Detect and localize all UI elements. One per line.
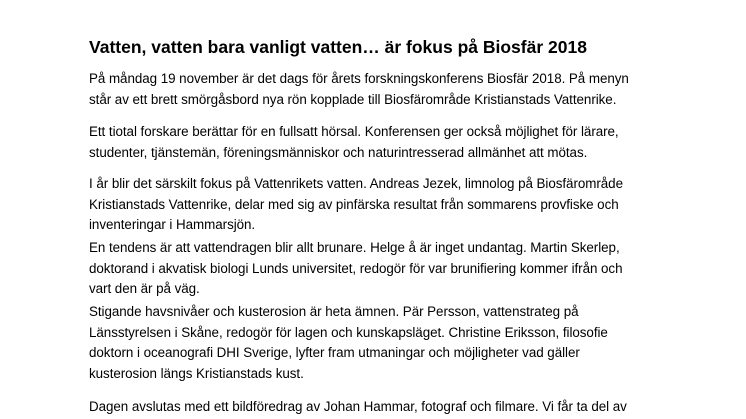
paragraph-browning xyxy=(89,238,679,300)
paragraph-line: Kristianstads Vattenrike, delar med sig av pinfärska resultat från sommarens provfiske och xyxy=(89,196,619,212)
document-title: Vatten, vatten bara vanligt vatten… är fokus på Biosfär 2018 xyxy=(89,37,587,57)
paragraph-line: studenter, tjänstemän, föreningsmänniskor och naturintresserad allmänhet att mötas. xyxy=(89,144,588,160)
paragraph-line: En tendens är att vattendragen blir allt brunare. Helge å är inget undantag. Martin Skerlep, xyxy=(89,240,620,255)
paragraph-line: doktorn i oceanografi DHI Sverige, lyfter fram utmaningar och möjligheter vad gäller xyxy=(89,345,580,360)
paragraph-researchers xyxy=(89,122,679,163)
paragraph-line: Dagen avslutas med ett bildföredrag av Johan Hammar, fotograf och filmare. Vi får ta del av xyxy=(89,399,627,414)
paragraph-line: Länsstyrelsen i Skåne, redogör för lagen och kunskapsläget. Christine Eriksson, filosofie xyxy=(89,324,608,340)
paragraph-line: I år blir det särskilt fokus på Vattenrikets vatten. Andreas Jezek, limnolog på Biosfärområde xyxy=(89,176,623,191)
paragraph-coastal-erosion xyxy=(89,302,679,384)
paragraph-closing xyxy=(89,397,679,418)
paragraph-line: Stigande havsnivåer och kusterosion är heta ämnen. Pär Persson, vattenstrateg på xyxy=(89,304,579,319)
paragraph-line: Ett tiotal forskare berättar för en fullsatt hörsal. Konferensen ger också möjlighet för lärare, xyxy=(89,124,619,139)
paragraph-intro xyxy=(89,69,679,110)
paragraph-water-focus xyxy=(89,174,679,236)
paragraph-line: vart den är på väg. xyxy=(89,281,200,296)
paragraph-line: På måndag 19 november är det dags för årets forskningskonferens Biosfär 2018. På menyn xyxy=(89,71,629,86)
paragraph-line: inventeringar i Hammarsjön. xyxy=(89,217,256,232)
paragraph-line: står av ett brett smörgåsbord nya rön kopplade till Biosfärområde Kristianstads Vattenrike. xyxy=(89,91,617,107)
paragraph-line: kusterosion längs Kristianstads kust. xyxy=(89,365,304,381)
paragraph-line: doktorand i akvatisk biologi Lunds universitet, redogör för var brunifiering kommer ifrån och xyxy=(89,260,623,276)
